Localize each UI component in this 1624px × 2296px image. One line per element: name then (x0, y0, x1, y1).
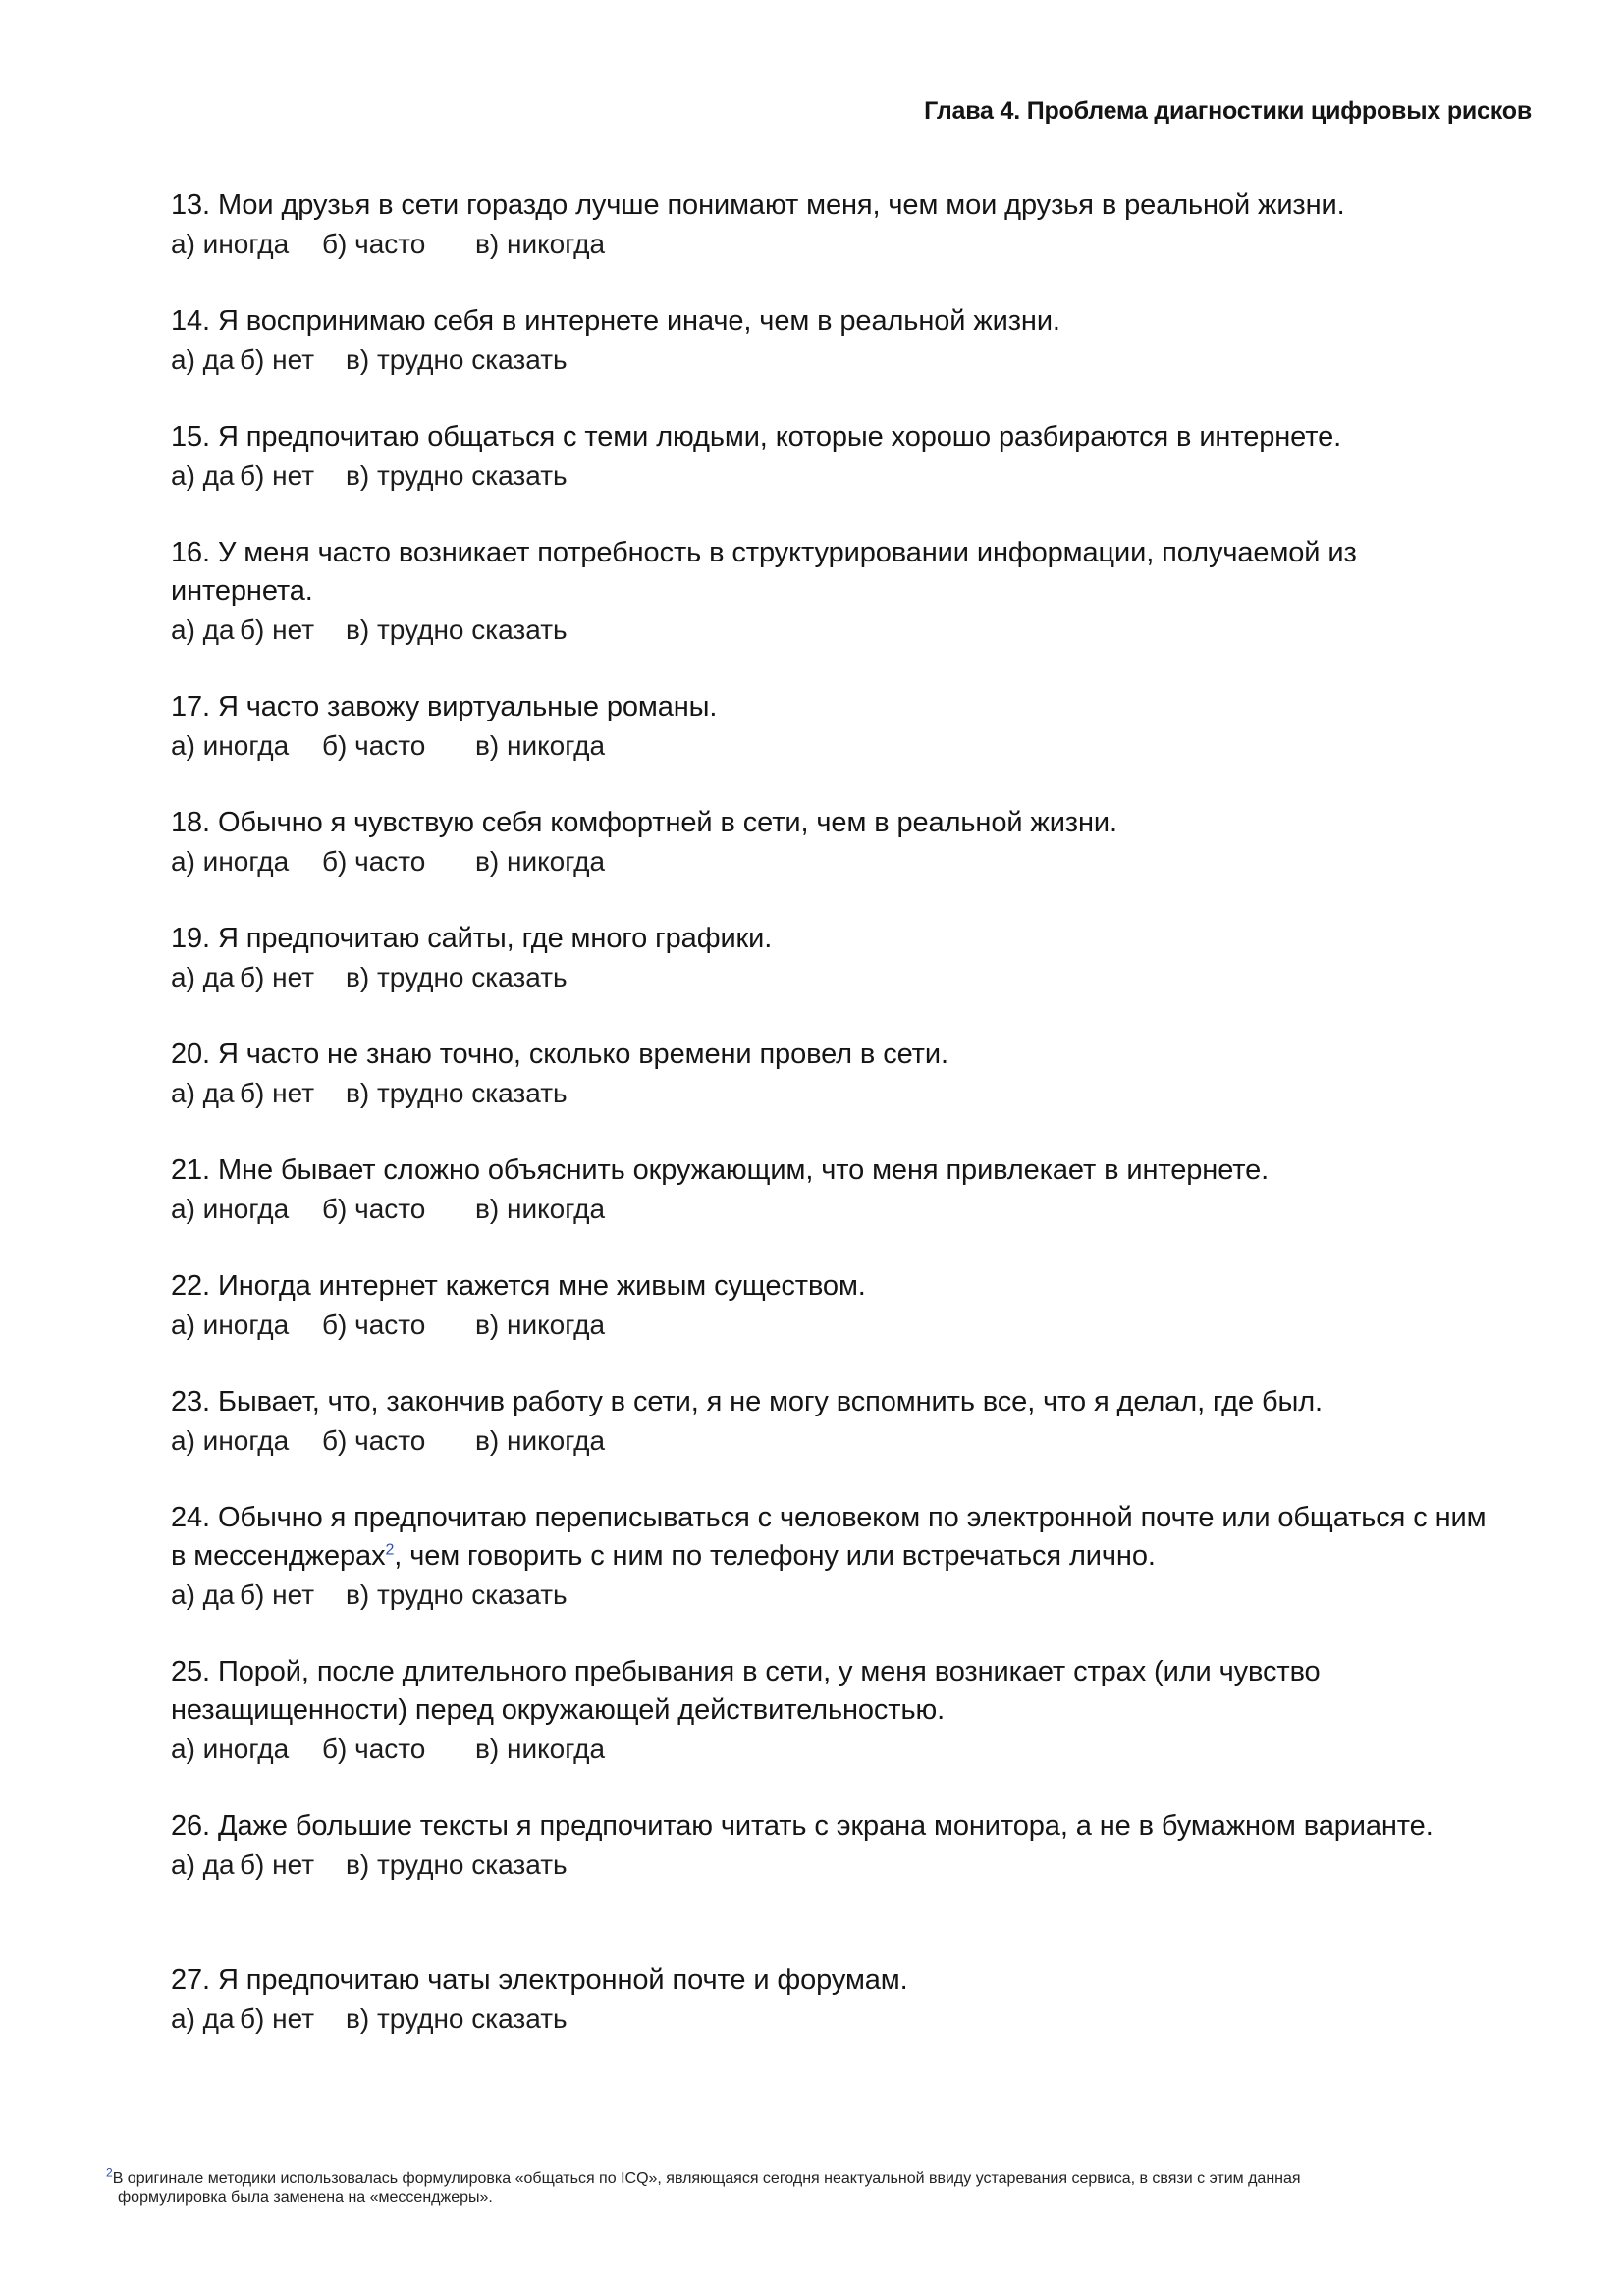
question-text: 19. Я предпочитаю сайты, где много графики. (171, 923, 773, 954)
footnote-line-1: В оригинале методики использовалась формулировка «общаться по ICQ», являющаяся сегодня неактуальной ввиду устаревания сервиса, в связи с этим данная (112, 2170, 1301, 2187)
option-c[interactable]: в) никогда (475, 730, 606, 761)
option-c[interactable]: в) никогда (475, 1194, 606, 1224)
option-a[interactable]: а) да (171, 1579, 235, 1610)
option-b[interactable]: б) нет (240, 1849, 315, 1880)
option-a[interactable]: а) иногда (171, 846, 290, 877)
option-c[interactable]: в) трудно сказать (346, 962, 568, 992)
question-text: 20. Я часто не знаю точно, сколько времени провел в сети. (171, 1039, 948, 1070)
option-b[interactable]: б) часто (322, 1309, 426, 1340)
option-a[interactable]: а) иногда (171, 229, 290, 259)
option-b[interactable]: б) нет (240, 460, 315, 491)
option-c[interactable]: в) трудно сказать (346, 614, 568, 645)
question-text: 23. Бывает, что, закончив работу в сети, я не могу вспомнить все, что я делал, где был. (171, 1386, 1324, 1417)
question-17 (171, 688, 1487, 804)
question-24 (171, 1499, 1487, 1653)
option-a[interactable]: а) иногда (171, 1425, 290, 1456)
option-a[interactable]: а) иногда (171, 1194, 290, 1224)
option-c[interactable]: в) никогда (475, 1734, 606, 1764)
question-text: 14. Я воспринимаю себя в интернете иначе, чем в реальной жизни. (171, 305, 1060, 337)
question-text: 21. Мне бывает сложно объяснить окружающим, что меня привлекает в интернете. (171, 1154, 1270, 1186)
answer-options (171, 1074, 1487, 1112)
question-20 (171, 1036, 1487, 1151)
option-a[interactable]: а) да (171, 345, 235, 375)
option-a[interactable]: а) да (171, 1849, 235, 1880)
option-c[interactable]: в) трудно сказать (346, 2003, 568, 2034)
option-c[interactable]: в) трудно сказать (346, 460, 568, 491)
option-a[interactable]: а) иногда (171, 730, 290, 761)
answer-options (171, 958, 1487, 996)
option-c[interactable]: в) никогда (475, 229, 606, 259)
answer-options (171, 1421, 1487, 1460)
answer-options (171, 1845, 1487, 1884)
footnote-reference[interactable]: 2 (385, 1541, 395, 1559)
answer-options (171, 1190, 1487, 1228)
answer-options (171, 1730, 1487, 1768)
question-13 (171, 187, 1487, 302)
answer-options (171, 225, 1487, 263)
question-text: 26. Даже большие тексты я предпочитаю читать с экрана монитора, а не в бумажном варианте. (171, 1810, 1434, 1842)
question-25 (171, 1653, 1487, 1807)
answer-options (171, 456, 1487, 495)
question-26 (171, 1807, 1487, 1961)
option-b[interactable]: б) часто (322, 846, 426, 877)
question-text-part2: , чем говорить с ним по телефону или встречаться лично. (394, 1540, 1156, 1572)
option-c[interactable]: в) никогда (475, 846, 606, 877)
footnote (106, 2165, 1461, 2207)
question-text: 15. Я предпочитаю общаться с теми людьми, которые хорошо разбираются в интернете. (171, 421, 1342, 453)
question-27 (171, 1961, 1487, 2077)
option-c[interactable]: в) никогда (475, 1425, 606, 1456)
question-14 (171, 302, 1487, 418)
option-b[interactable]: б) часто (322, 730, 426, 761)
footnote-line-2: формулировка была заменена на «мессенджеры». (118, 2189, 493, 2206)
questionnaire (171, 187, 1487, 2077)
option-c[interactable]: в) никогда (475, 1309, 606, 1340)
option-c[interactable]: в) трудно сказать (346, 1579, 568, 1610)
option-c[interactable]: в) трудно сказать (346, 345, 568, 375)
option-b[interactable]: б) нет (240, 614, 315, 645)
answer-options (171, 611, 1487, 649)
question-text: 16. У меня часто возникает потребность в структурировании информации, получаемой из интернета. (171, 537, 1357, 607)
option-a[interactable]: а) да (171, 460, 235, 491)
option-a[interactable]: а) иногда (171, 1309, 290, 1340)
option-a[interactable]: а) да (171, 1078, 235, 1108)
option-a[interactable]: а) иногда (171, 1734, 290, 1764)
option-b[interactable]: б) часто (322, 229, 426, 259)
question-22 (171, 1267, 1487, 1383)
chapter-header: Глава 4. Проблема диагностики цифровых рисков (924, 97, 1532, 125)
question-text: 17. Я часто завожу виртуальные романы. (171, 691, 718, 722)
option-b[interactable]: б) нет (240, 1579, 315, 1610)
option-c[interactable]: в) трудно сказать (346, 1849, 568, 1880)
option-b[interactable]: б) часто (322, 1734, 426, 1764)
option-b[interactable]: б) часто (322, 1425, 426, 1456)
question-23 (171, 1383, 1487, 1499)
question-16 (171, 534, 1487, 688)
option-a[interactable]: а) да (171, 614, 235, 645)
answer-options (171, 2000, 1487, 2038)
question-text: 25. Порой, после длительного пребывания в сети, у меня возникает страх (или чувство незащищенности) перед окружающей действительностью. (171, 1656, 1321, 1726)
question-18 (171, 804, 1487, 920)
answer-options (171, 1575, 1487, 1614)
answer-options (171, 726, 1487, 765)
option-b[interactable]: б) нет (240, 345, 315, 375)
option-b[interactable]: б) часто (322, 1194, 426, 1224)
question-text: 13. Мои друзья в сети гораздо лучше понимают меня, чем мои друзья в реальной жизни. (171, 189, 1345, 221)
question-19 (171, 920, 1487, 1036)
option-b[interactable]: б) нет (240, 2003, 315, 2034)
option-c[interactable]: в) трудно сказать (346, 1078, 568, 1108)
question-text: 27. Я предпочитаю чаты электронной почте и форумам. (171, 1964, 908, 1996)
footnote-mark: 2 (106, 2165, 113, 2180)
answer-options (171, 341, 1487, 379)
question-text-part1: 24. Обычно я предпочитаю переписываться с человеком по электронной почте или общаться с ним в мессенджерах (171, 1502, 1487, 1572)
question-21 (171, 1151, 1487, 1267)
option-a[interactable]: а) да (171, 2003, 235, 2034)
question-text: 18. Обычно я чувствую себя комфортней в сети, чем в реальной жизни. (171, 807, 1117, 838)
answer-options (171, 842, 1487, 881)
option-b[interactable]: б) нет (240, 962, 315, 992)
answer-options (171, 1306, 1487, 1344)
option-a[interactable]: а) да (171, 962, 235, 992)
question-15 (171, 418, 1487, 534)
option-b[interactable]: б) нет (240, 1078, 315, 1108)
question-text (171, 1499, 1487, 1575)
question-text: 22. Иногда интернет кажется мне живым существом. (171, 1270, 866, 1302)
